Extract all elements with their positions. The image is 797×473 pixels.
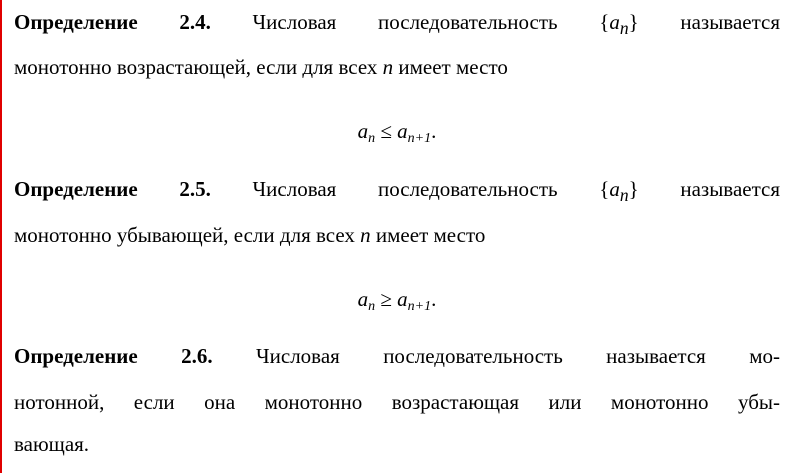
definition-2-5-line-2 [14, 221, 780, 249]
formula-lhs: a [357, 119, 369, 143]
definition-2-4-line-1 [14, 8, 780, 42]
definition-2-4-line-2 [14, 53, 780, 81]
definition-2-5-formula [14, 285, 780, 321]
definition-2-6-line-2 [14, 388, 780, 416]
formula-rhs-sub: n+1 [407, 131, 432, 146]
definition-2-5-text-3: имеет место [375, 223, 486, 247]
definition-2-4-tail: называется [680, 10, 781, 34]
definition-2-6-text-2: нотонной, если она монотонно возрастающая или монотонно убы- [14, 390, 780, 414]
sequence-subscript: n [619, 18, 629, 39]
formula-lhs: a [357, 287, 369, 311]
sequence-symbol: $\{a_n\}$ [599, 177, 639, 206]
formula-rhs: a [397, 287, 408, 311]
definition-2-5-title: Определение 2.5. [14, 177, 211, 201]
definition-2-5-line-1 [14, 175, 780, 209]
sequence-symbol: $\{a_n\}$ [599, 10, 639, 39]
definition-2-5-tail: называется [680, 177, 781, 201]
formula-relation: ≤ [380, 119, 392, 143]
definition-2-4-formula [14, 117, 780, 153]
definition-2-6-line-3 [14, 430, 780, 458]
formula-lhs-sub: n [368, 131, 376, 146]
definition-2-4-text-3: имеет место [398, 55, 508, 79]
definition-2-5-text: Числовая последовательность [252, 177, 558, 201]
definition-2-4-title: Определение 2.4. [14, 10, 211, 34]
variable-n: n [382, 55, 394, 79]
definition-2-6-text-3: вающая. [14, 432, 90, 456]
definition-2-6-text: Числовая последовательность называется мо- [256, 344, 780, 368]
formula-rhs-sub: n+1 [407, 299, 432, 314]
formula-relation: ≥ [380, 287, 392, 311]
formula-end: . [431, 287, 437, 311]
formula-rhs: a [397, 119, 408, 143]
definition-2-6-line-1 [14, 342, 780, 370]
definition-2-4-text-2: монотонно возрастающей, если для всех [14, 55, 378, 79]
definition-2-6-title: Определение 2.6. [14, 344, 213, 368]
sequence-subscript: n [619, 185, 629, 206]
variable-n: n [360, 223, 371, 247]
definition-2-5-text-2: монотонно убывающей, если для всех [14, 223, 355, 247]
formula-lhs-sub: n [368, 299, 376, 314]
left-margin-rule [0, 0, 2, 473]
definition-2-4-text: Числовая последовательность [252, 10, 558, 34]
formula-end: . [431, 119, 437, 143]
